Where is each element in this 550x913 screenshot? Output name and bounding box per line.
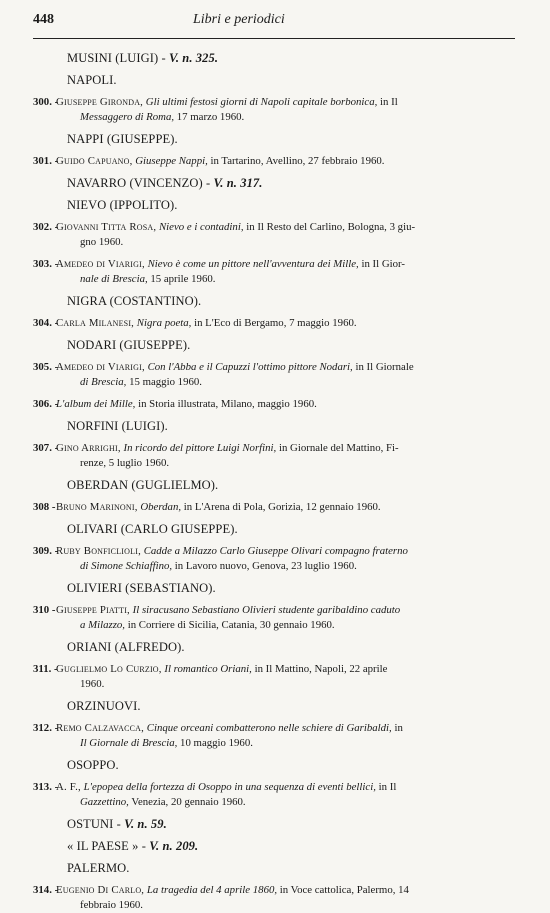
- entry-title: Gli ultimi festosi giorni di Napoli capitale borbonica,: [145, 96, 378, 108]
- entry-source: in Il Mattino, Napoli, 22 aprile: [251, 663, 388, 675]
- entry-source-continued: 10 maggio 1960.: [177, 737, 253, 749]
- entry-author: Giuseppe Piatti,: [56, 604, 130, 616]
- section-heading: [67, 294, 201, 309]
- entry-author: Giovanni Titta Rosa,: [56, 221, 157, 233]
- entry-source: in Storia illustrata, Milano, maggio 1960.: [135, 398, 317, 410]
- entry-number: 300. -: [33, 96, 59, 108]
- entry-number: 302. -: [33, 221, 59, 233]
- section-heading: [67, 198, 177, 213]
- entry-line: [56, 721, 514, 736]
- entry-title: L'epopea della fortezza di Osoppo in una sequenza di eventi bellici,: [83, 781, 376, 793]
- entry-source-continued: 15 maggio 1960.: [126, 376, 202, 388]
- entry-source-continued: in Lavoro nuovo, Genova, 23 luglio 1960.: [172, 560, 357, 572]
- entry-number: 303. -: [33, 258, 59, 270]
- section-heading: [67, 51, 218, 66]
- entry-title-continued: Il Giornale di Brescia,: [80, 737, 178, 749]
- entry-author: A. F.,: [56, 781, 81, 793]
- section-heading: [67, 699, 141, 714]
- heading-text: NODARI (GIUSEPPE).: [67, 338, 191, 352]
- entry-number: 313. -: [33, 781, 59, 793]
- entry-source: in Tartarino, Avellino, 27 febbraio 1960.: [207, 155, 385, 167]
- heading-text: OLIVIERI (SEBASTIANO).: [67, 581, 216, 595]
- heading-text: NIGRA (COSTANTINO).: [67, 294, 202, 308]
- entry-line: [56, 154, 514, 169]
- cross-reference: V. n. 325.: [169, 51, 219, 65]
- entry-source-continued: renze, 5 luglio 1960.: [80, 457, 170, 469]
- entry-line-continued: [80, 898, 514, 913]
- cross-reference: V. n. 317.: [213, 176, 263, 190]
- entry-title: Nievo e i contadini,: [158, 221, 244, 233]
- entry-title: Il siracusano Sebastiano Olivieri studente garibaldino caduto: [132, 604, 401, 616]
- entry-author: Guglielmo Lo Curzio,: [56, 663, 162, 675]
- entry-number: 310 -: [33, 604, 56, 616]
- entry-number: 309. -: [33, 545, 59, 557]
- entry-title: In ricordo del pittore Luigi Norfini,: [123, 442, 277, 454]
- entry-source: in: [391, 722, 403, 734]
- entry-line: [56, 662, 514, 677]
- running-header: [33, 12, 513, 34]
- entry-source: in Il: [377, 96, 398, 108]
- entry-line: [56, 95, 514, 110]
- entry-line: [56, 441, 514, 456]
- entry-title: Il romantico Oriani,: [164, 663, 252, 675]
- entry-number: 306. -: [33, 398, 59, 410]
- entry-title-continued: nale di Brescia,: [80, 273, 148, 285]
- entry-title: Nievo è come un pittore nell'avventura dei Mille,: [147, 258, 359, 270]
- section-heading: [67, 839, 198, 854]
- heading-text: OSOPPO.: [67, 758, 119, 772]
- entry-line: [56, 883, 514, 898]
- entry-source: in Giornale del Mattino, Fi-: [276, 442, 399, 454]
- heading-text: NIEVO (IPPOLITO).: [67, 198, 178, 212]
- entry-line: [56, 500, 514, 515]
- entry-author: Guido Capuano,: [56, 155, 133, 167]
- entry-number: 311. -: [33, 663, 58, 675]
- entry-author: Amedeo di Viarigi,: [56, 361, 145, 373]
- entry-title-continued: di Brescia,: [80, 376, 127, 388]
- entry-source: in Voce cattolica, Palermo, 14: [277, 884, 409, 896]
- heading-text: NAPPI (GIUSEPPE).: [67, 132, 178, 146]
- entry-title-continued: di Simone Schiaffino,: [80, 560, 173, 572]
- entry-number: 307. -: [33, 442, 59, 454]
- entry-line: [56, 544, 514, 559]
- section-heading: [67, 338, 190, 353]
- entry-line-continued: [80, 677, 514, 692]
- entry-line-continued: [80, 559, 514, 574]
- entry-title: L'album dei Mille,: [56, 398, 136, 410]
- header-rule: [33, 38, 515, 39]
- entry-source-continued: febbraio 1960.: [80, 899, 143, 911]
- section-heading: [67, 419, 168, 434]
- entry-line-continued: [80, 456, 514, 471]
- heading-text: OLIVARI (CARLO GIUSEPPE).: [67, 522, 238, 536]
- section-heading: [67, 522, 238, 537]
- entry-line: [56, 220, 514, 235]
- entry-source: in L'Arena di Pola, Gorizia, 12 gennaio 1960.: [181, 501, 381, 513]
- entry-source: in Il Giornale: [352, 361, 414, 373]
- running-title: Libri e periodici: [193, 12, 285, 27]
- entry-line: [56, 603, 514, 618]
- section-heading: [67, 176, 263, 191]
- section-heading: [67, 861, 130, 876]
- section-heading: [67, 478, 218, 493]
- cross-reference: V. n. 59.: [124, 817, 167, 831]
- entry-title: Giuseppe Nappi,: [135, 155, 208, 167]
- heading-text: ORIANI (ALFREDO).: [67, 640, 185, 654]
- heading-text: OSTUNI -: [67, 817, 125, 831]
- heading-text: MUSINI (LUIGI) -: [67, 51, 170, 65]
- entry-line: [56, 316, 514, 331]
- entry-author: Remo Calzavacca,: [56, 722, 145, 734]
- entry-source-continued: Venezia, 20 gennaio 1960.: [128, 796, 246, 808]
- entry-source: in L'Eco di Bergamo, 7 maggio 1960.: [191, 317, 357, 329]
- entry-line-continued: [80, 272, 514, 287]
- heading-text: NORFINI (LUIGI).: [67, 419, 168, 433]
- entry-title: Con l'Abba e il Capuzzi l'ottimo pittore Nodari,: [147, 361, 353, 373]
- entry-number: 304. -: [33, 317, 59, 329]
- section-heading: [67, 581, 216, 596]
- entry-source-continued: 15 aprile 1960.: [147, 273, 216, 285]
- entry-author: Bruno Marinoni,: [56, 501, 138, 513]
- entry-title-continued: a Milazzo,: [80, 619, 125, 631]
- entry-line-continued: [80, 736, 514, 751]
- entry-author: Gino Arrighi,: [56, 442, 121, 454]
- section-heading: [67, 73, 117, 88]
- entry-source: in Il: [375, 781, 397, 793]
- section-heading: [67, 132, 178, 147]
- entry-title: Oberdan,: [140, 501, 182, 513]
- heading-text: OBERDAN (GUGLIELMO).: [67, 478, 219, 492]
- entry-title: La tragedia del 4 aprile 1860,: [146, 884, 278, 896]
- entry-line-continued: [80, 795, 514, 810]
- entry-line: [56, 397, 514, 412]
- entry-title-continued: Messaggero di Roma,: [80, 111, 175, 123]
- entry-number: 301. -: [33, 155, 59, 167]
- heading-text: ORZINUOVI.: [67, 699, 141, 713]
- page-number: 448: [33, 12, 54, 27]
- entry-line-continued: [80, 618, 514, 633]
- entry-line-continued: [80, 235, 514, 250]
- entry-author: Carla Milanesi,: [56, 317, 135, 329]
- heading-text: NAPOLI.: [67, 73, 117, 87]
- section-heading: [67, 817, 167, 832]
- heading-text: PALERMO.: [67, 861, 130, 875]
- entry-line: [56, 257, 514, 272]
- entry-title: Nigra poeta,: [136, 317, 192, 329]
- entry-author: Eugenio Di Carlo,: [56, 884, 145, 896]
- entry-title: Cinque orceani combatterono nelle schiere di Garibaldi,: [146, 722, 392, 734]
- entry-title: Cadde a Milazzo Carlo Giuseppe Olivari compagno fraterno: [143, 545, 408, 557]
- entry-author: Giuseppe Gironda,: [56, 96, 144, 108]
- entry-number: 312. -: [33, 722, 59, 734]
- heading-text: « IL PAESE » -: [67, 839, 150, 853]
- entry-line-continued: [80, 375, 514, 390]
- section-heading: [67, 758, 119, 773]
- entry-source: in Il Resto del Carlino, Bologna, 3 giu-: [243, 221, 416, 233]
- entry-number: 308 -: [33, 501, 56, 513]
- entry-title-continued: Gazzettino,: [80, 796, 129, 808]
- entry-line: [56, 360, 514, 375]
- entry-line-continued: [80, 110, 514, 125]
- entry-author: Ruby Bonficlioli,: [56, 545, 141, 557]
- entry-number: 314. -: [33, 884, 59, 896]
- entry-source-continued: in Corriere di Sicilia, Catania, 30 gennaio 1960.: [125, 619, 335, 631]
- entry-source-continued: 17 marzo 1960.: [174, 111, 245, 123]
- entry-source-continued: 1960.: [80, 678, 105, 690]
- entry-source: in Il Gior-: [358, 258, 406, 270]
- heading-text: NAVARRO (VINCENZO) -: [67, 176, 214, 190]
- section-heading: [67, 640, 185, 655]
- entry-author: Amedeo di Viarigi,: [56, 258, 145, 270]
- entry-source-continued: gno 1960.: [80, 236, 124, 248]
- entry-number: 305. -: [33, 361, 59, 373]
- entry-line: [56, 780, 514, 795]
- cross-reference: V. n. 209.: [149, 839, 199, 853]
